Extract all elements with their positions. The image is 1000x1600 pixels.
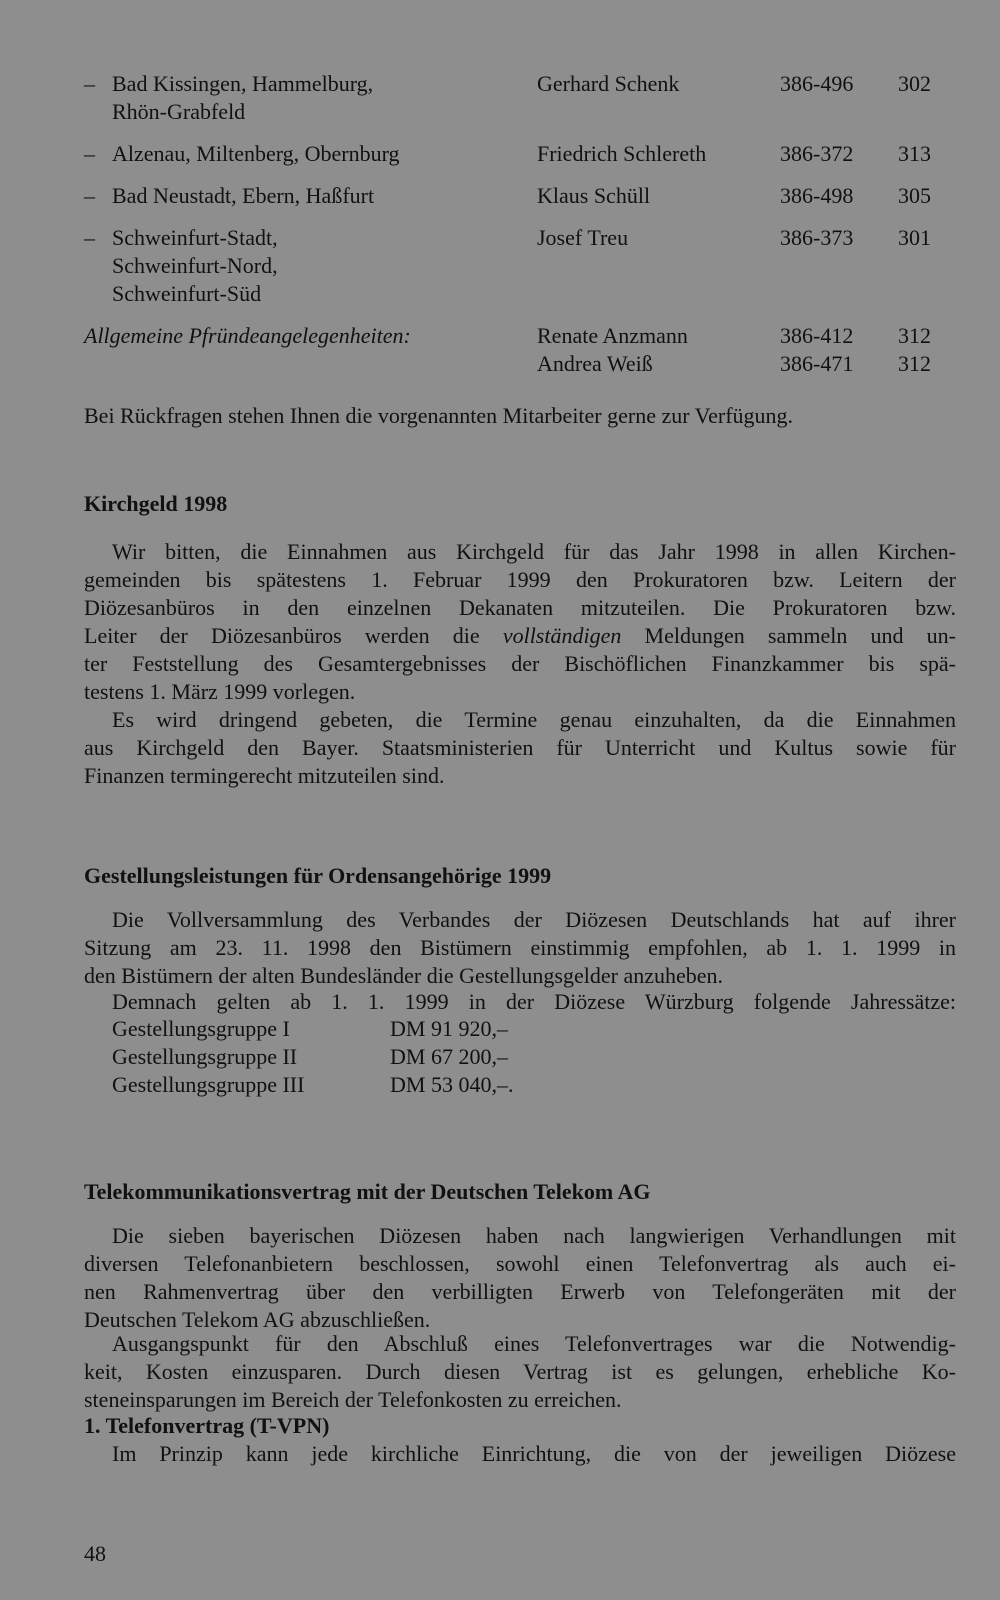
rate-row [112, 1015, 612, 1043]
contact-room: 305 [898, 183, 931, 208]
contact-phone: 386-372 [780, 141, 854, 166]
rate-amount: DM 67 200,– [390, 1044, 508, 1069]
contact-note: Bei Rückfragen stehen Ihnen die vorgenannten Mitarbeiter gerne zur Verfügung. [84, 403, 794, 428]
subsection-heading: 1. Telefonvertrag (T-VPN) [84, 1413, 330, 1438]
contact-room: 312 [898, 351, 931, 376]
contact-region: Alzenau, Miltenberg, Obernburg [112, 141, 400, 166]
contact-phone: 386-471 [780, 351, 854, 376]
contact-room: 313 [898, 141, 931, 166]
telekom-paragraph-2: Ausgangspunkt für den Abschluß eines Telefonvertrages war die Notwendig- keit, Kosten einzusparen. Durch diesen Vertrag ist es gelungen, erhebliche Ko- steneinsparungen im Bereich der Telefonkosten zu erreichen. [84, 1331, 956, 1412]
contact-name: Josef Treu [537, 225, 629, 250]
contact-row [84, 182, 954, 210]
contact-phone: 386-412 [780, 323, 854, 348]
contact-region: Schweinfurt-Stadt, Schweinfurt-Nord, Schweinfurt-Süd [112, 225, 278, 306]
contact-name: Friedrich Schlereth [537, 141, 707, 166]
contact-room: 301 [898, 225, 931, 250]
rate-row [112, 1043, 612, 1071]
contact-phone: 386-498 [780, 183, 854, 208]
rate-group: Gestellungsgruppe III [112, 1072, 305, 1097]
gestellung-paragraph-1: Die Vollversammlung des Verbandes der Diözesen Deutschlands hat auf ihrer Sitzung am 23. 11. 1998 den Bistümern einstimmig empfohlen, ab 1. 1. 1999 in den Bistümern der alten Bundesländer die Gestellungsgelder anzuheben. [84, 907, 956, 988]
section-heading-telekom: Telekommunikationsvertrag mit der Deutschen Telekom AG [84, 1179, 651, 1204]
kirchgeld-paragraph-1: Wir bitten, die Einnahmen aus Kirchgeld für das Jahr 1998 in allen Kirchen- gemeinden bis spätestens 1. Februar 1999 den Prokuratoren bzw. Leitern der Diözesanbüros in den einzelnen Dekanaten mitzuteilen. Die Prokuratoren bzw. Leiter der Diözesanbüros werden die vollständigen Meldungen sammeln und un- ter Feststellung des Gesamtergebnisses der Bischöflichen Finanzkammer bis spä- testens 1. März 1999 vorlegen. [84, 539, 956, 704]
contact-name: Gerhard Schenk [537, 71, 680, 96]
rate-row [112, 1071, 612, 1099]
rate-amount: DM 53 040,–. [390, 1072, 514, 1097]
rate-group: Gestellungsgruppe II [112, 1044, 298, 1069]
contact-region: Bad Neustadt, Ebern, Haßfurt [112, 183, 375, 208]
contact-room: 302 [898, 71, 931, 96]
list-dash: – [84, 141, 95, 166]
contact-row [84, 224, 954, 308]
page-number: 48 [84, 1541, 106, 1566]
contact-name: Andrea Weiß [537, 351, 653, 376]
section-heading-gestellung: Gestellungsleistungen für Ordensangehörige 1999 [84, 863, 552, 888]
contact-region: Bad Kissingen, Hammelburg, Rhön-Grabfeld [112, 71, 374, 124]
contact-name: Renate Anzmann [537, 323, 688, 348]
contact-row [84, 322, 954, 350]
emphasis-text: vollständigen [502, 623, 622, 648]
contact-phone: 386-373 [780, 225, 854, 250]
category-label: Allgemeine Pfründeangelegenheiten: [84, 323, 411, 348]
telekom-paragraph-1: Die sieben bayerischen Diözesen haben nach langwierigen Verhandlungen mit diversen Telefonanbietern beschlossen, sowohl einen Telefonvertrag als auch ei- nen Rahmenvertrag über den verbilligten Erwerb von Telefongeräten mit der Deutschen Telekom AG abzuschließen. [84, 1223, 956, 1332]
contact-list [84, 70, 954, 378]
list-dash: – [84, 183, 95, 208]
contact-row [84, 350, 954, 378]
contact-name: Klaus Schüll [537, 183, 651, 208]
contact-row [84, 140, 954, 168]
rate-table [112, 1015, 612, 1099]
gestellung-paragraph-2: Demnach gelten ab 1. 1. 1999 in der Diözese Würzburg folgende Jahressätze: [112, 989, 956, 1014]
rate-amount: DM 91 920,– [390, 1016, 508, 1041]
rate-group: Gestellungsgruppe I [112, 1016, 290, 1041]
telekom-paragraph-3: Im Prinzip kann jede kirchliche Einrichtung, die von der jeweiligen Diözese [112, 1441, 956, 1466]
contact-row [84, 70, 954, 126]
section-heading-kirchgeld: Kirchgeld 1998 [84, 491, 228, 516]
list-dash: – [84, 71, 95, 96]
contact-phone: 386-496 [780, 71, 854, 96]
contact-room: 312 [898, 323, 931, 348]
kirchgeld-paragraph-2: Es wird dringend gebeten, die Termine genau einzuhalten, da die Einnahmen aus Kirchgeld den Bayer. Staatsministerien für Unterricht und Kultus sowie für Finanzen termingerecht mitzuteilen sind. [84, 707, 956, 788]
list-dash: – [84, 225, 95, 250]
